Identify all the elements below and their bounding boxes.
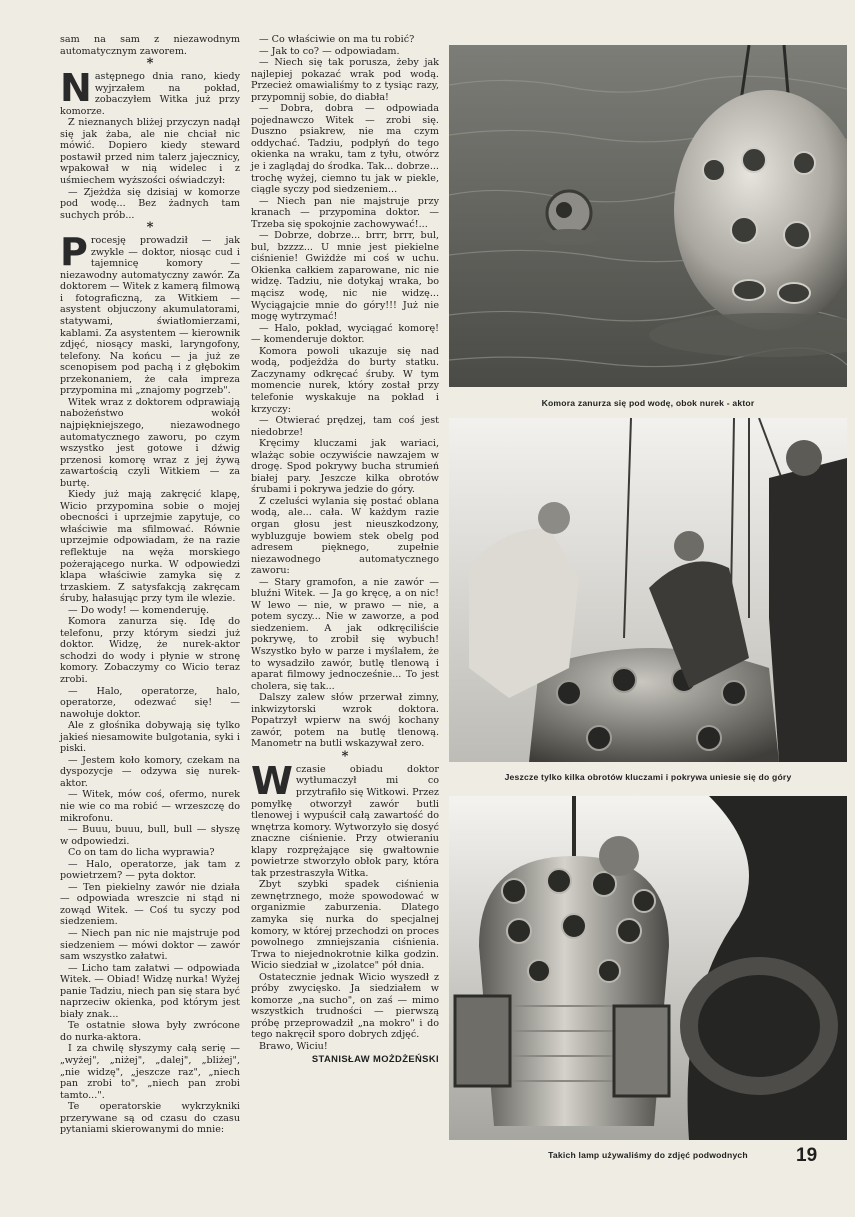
paragraph: Te operatorskie wykrzykniki przerywane są od czasu do czasu pytaniami skierowanymi do mnie: — [60, 1101, 240, 1136]
paragraph: — Jestem koło komory, czekam na dyspozycje — odzywa się nurek-aktor. — [60, 754, 240, 789]
paragraph: — Niech pan nic nie majstruje pod siedzeniem — mówi doktor — zawór sam wszystko załatwi. — [60, 928, 240, 963]
paragraph: — Dobra, dobra — odpowiada pojednawczo Witek — zrobi się. Duszno psiakrew, nie ma czym oddychać. Tadziu, podpłyń do tego okienka na wraku, tam z tyłu, otwórz je i zaglądaj do środka. Tak... dobrze... trochę wyżej, ciemno tu jak w piekle, ciągle syczy pod siedzeniem... — [251, 103, 439, 196]
paragraph: — Halo, operatorze, jak tam z powietrzem? — pyta doktor. — [60, 858, 240, 882]
paragraph: — Halo, operatorze, halo, operatorze, odezwać się! — nawołuje doktor. — [60, 685, 240, 720]
paragraph: — Stary gramofon, a nie zawór — bluźni Witek. — Ja go kręcę, a on nic! W lewo — nie, w prawo — nie, a potem syczy... Nie w zaworze, a pod siedzeniem. A jak odkręciliście pokrywę, to zrobił się wybuch! Wszystko było w parze i myślałem, że to wysadziło zawór, butlę tlenową i aparat filmowy jednocześnie... To jest cholera, się tak... — [251, 576, 439, 692]
section-separator: * — [146, 56, 154, 72]
paragraph: Ostatecznie jednak Wicio wyszedł z próby zwycięsko. Ja siedziałem w komorze „na sucho", on zaś — mimo wszystkich trudności — pierwszą próbę przeprowadził „na mokro" i do tego nakręcił sporo dobrych zdjęć. — [251, 971, 439, 1041]
paragraph: Zbyt szybki spadek ciśnienia zewnętrznego, może spowodować w organizmie zaburzenia. Dlatego zamyka się nurka do specjalnej komory, w której przechodzi on proces powolnego zmniejszania ciśnienia. Trwa to niejednokrotnie kilka godzin. Wicio siedział w „izolatce" pół dnia. — [251, 879, 439, 972]
paragraph: — Niech się tak porusza, żeby jak najlepiej pokazać wrak pod wodą. Przecież omawialiśmy to z tysiąc razy, przypomnij sobie, do diabła! — [251, 57, 439, 103]
photo-caption: Jeszcze tylko kilka obrotów kluczami i pokrywa uniesie się do góry — [504, 772, 792, 782]
paragraph: — Witek, mów coś, ofermo, nurek nie wie co ma robić — wrzeszczę do mikrofonu. — [60, 789, 240, 824]
paragraph: sam na sam z niezawodnym automatycznym zaworem. — [60, 34, 240, 57]
paragraph: Brawo, Wiciu! — [259, 1041, 328, 1053]
paragraph: Z czeluści wylania się postać oblana wodą, ale... cała. W każdym razie organ głosu jest nieuszkodzony, wybluzguje bowiem stek obelg pod adresem pięknego, zupełnie niezawodnego automatycznego zaworu: — [251, 495, 439, 577]
drop-cap: N — [60, 66, 92, 111]
photo-caption: Komora zanurza się pod wodę, obok nurek - aktor — [541, 398, 755, 408]
paragraph: — Niech pan nie majstruje przy kranach — przypomina doktor. — Trzeba się spokojnie zachowywać!... — [251, 195, 439, 230]
paragraph: Procesję prowadził — jak zwykle — doktor, niosąc cud i tajemnicę komory — niezawodny automatyczny zawór. Za doktorem — Witek z kamerą filmową i fotograficzną, za Witkiem — asystent objuczony akumulatorami, statywami, światłomierzami, kablami. Za asystentem — kierownik zdjęć, niosący maski, laryngofony, telefony. Na końcu — ja już ze scenopisem pod pachą i z głębokim przekonaniem, że cała impreza przypomina mi „znajomy pogrzeb". — [60, 230, 240, 397]
paragraph: Co on tam do licha wyprawia? — [68, 847, 215, 859]
paragraph: Komora zanurza się. Idę do telefonu, przy którym siedzi już doktor. Widzę, że nurek-aktor schodzi do wody i płynie w stronę komory. Zobaczymy co Wicio teraz zrobi. — [60, 616, 240, 685]
paragraph: Komora powoli ukazuje się nad wodą, podjeżdża do burty statku. Zaczynamy odkręcać śruby. W tym momencie nurek, który został przy telefonie wyskakuje na pokład i krzyczy: — [251, 345, 439, 415]
paragraph: Z nieznanych bliżej przyczyn nadął się jak żaba, ale nie chciał nic mówić. Dopiero kiedy steward postawił przed nim talerz jajecznicy, wpakował w nią widelec i z uśmiechem wyższości oświadczył: — [60, 117, 240, 187]
paragraph: — Halo, pokład, wyciągać komorę! — komenderuje doktor. — [251, 322, 439, 346]
paragraph: I za chwilę słyszymy całą serię — „wyżej", „niżej", „dalej", „bliżej", „nie widzę", „jeszcze raz", „niech pan zrobi to", „niech pan zrobi tamto...". — [60, 1043, 240, 1101]
paragraph: Wczasie obiadu doktor wytłumaczył mi co przytrafiło się Witkowi. Przez pomyłkę otworzył zawór butli tlenowej i wypuścił całą zawartość do wnętrza komory. Wytworzyło się dosyć znaczne ciśnienie. Przy otwieraniu klapy rozprężające się gwałtownie powietrze stworzyło obłok pary, która tak przestraszyła Witka. — [251, 758, 439, 879]
paragraph: — Do wody! — komenderuję. — [68, 604, 210, 616]
paragraph: — Otwierać prędzej, tam coś jest niedobrze! — [251, 415, 439, 438]
author-byline: STANISŁAW MOŻDŻEŃSKI — [311, 1052, 439, 1064]
paragraph: Kręcimy kluczami jak wariaci, wlażąc sobie oczywiście nawzajem w drogę. Spod pokrywy bucha strumień białej pary. Jeszcze kilka obrotów śrubami i pokrywa jedzie do góry. — [251, 438, 439, 496]
photo-unscrewing-lid-image — [449, 418, 847, 762]
paragraph: — Co właściwie on ma tu robić? — [259, 34, 415, 45]
paragraph: — Dobrze, dobrze... brrr, brrr, bul, bul, bzzzz... U mnie jest piekielne ciśnienie! Gwiżdże mi coś w uchu. Okienka całkiem zaparowane, nic nie widzę. Tadziu, nie dotykaj wraka, bo mącisz wodę, nic nie widzę... Wyciągajcie mnie do góry!!! Już nie mogę wytrzymać! — [251, 230, 439, 323]
section-separator: * — [146, 220, 154, 236]
photo-chamber-lamps — [449, 796, 847, 1140]
photo-chamber-submerging — [449, 45, 847, 387]
paragraph: — Buuu, buuu, bull, bull — słyszę w odpowiedzi. — [60, 824, 240, 847]
paragraph: Ale z głośnika dobywają się tylko jakieś niesamowite bulgotania, syki i piski. — [60, 720, 240, 755]
paragraph: Witek wraz z doktorem odprawiają nabożeństwo wokół najpiękniejszego, niezawodnego automatycznego zaworu, po czym wszystko jest gotowe i dźwig przenosi komorę wraz z jej żywą zawartością czyli Witkiem — za burtę. — [60, 396, 240, 489]
paragraph: — Licho tam załatwi — odpowiada Witek. — Obiad! Widzę nurka! Wyżej panie Tadziu, niech pan się stara być naprzeciw okienka, pod którym jest biały znak... — [60, 962, 240, 1020]
article-column-2 — [251, 34, 439, 1064]
photo-unscrewing-lid — [449, 418, 847, 762]
paragraph: — Jak to co? — odpowiadam. — [259, 45, 400, 57]
drop-cap: W — [251, 758, 293, 803]
article-column-1 — [60, 34, 240, 1136]
paragraph: — Zjeżdża się dzisiaj w komorze pod wodę... Bez żadnych tam suchych prób... — [60, 186, 240, 221]
photo-caption: Takich lamp używaliśmy do zdjęć podwodnych — [548, 1150, 748, 1160]
photo-chamber-lamps-image — [449, 796, 847, 1140]
paragraph: — Ten piekielny zawór nie działa — odpowiada wreszcie ni stąd ni zowąd Witek. — Coś tu syczy pod siedzeniem. — [60, 881, 240, 928]
paragraph: Dalszy zalew słów przerwał zimny, inkwizytorski wzrok doktora. Popatrzył wpierw na swój kochany zawór, potem na butlę tlenową. Manometr na butli wskazywał zero. — [251, 692, 439, 750]
section-separator: * — [341, 748, 349, 764]
photo-chamber-submerging-image — [449, 45, 847, 387]
paragraph: Następnego dnia rano, kiedy wyjrzałem na pokład, zobaczyłem Witka już przy komorze. — [60, 66, 240, 117]
paragraph: Kiedy już mają zakręcić klapę, Wicio przypomina sobie o mojej obecności i uprzejmie zapytuje, co właściwie ma sfilmować. Równie uprzejmie odpowiadam, że na razie reflektuje na węża morskiego pożerającego nurka. W odpowiedzi klapa właściwie zamyka się z trzaskiem. Z satysfakcją zakręcam śruby, hałasując przy tym ile wlezie. — [60, 489, 240, 605]
drop-cap: P — [60, 230, 88, 275]
page-number: 19 — [796, 1145, 818, 1166]
paragraph: Te ostatnie słowa były zwrócone do nurka-aktora. — [60, 1020, 240, 1043]
